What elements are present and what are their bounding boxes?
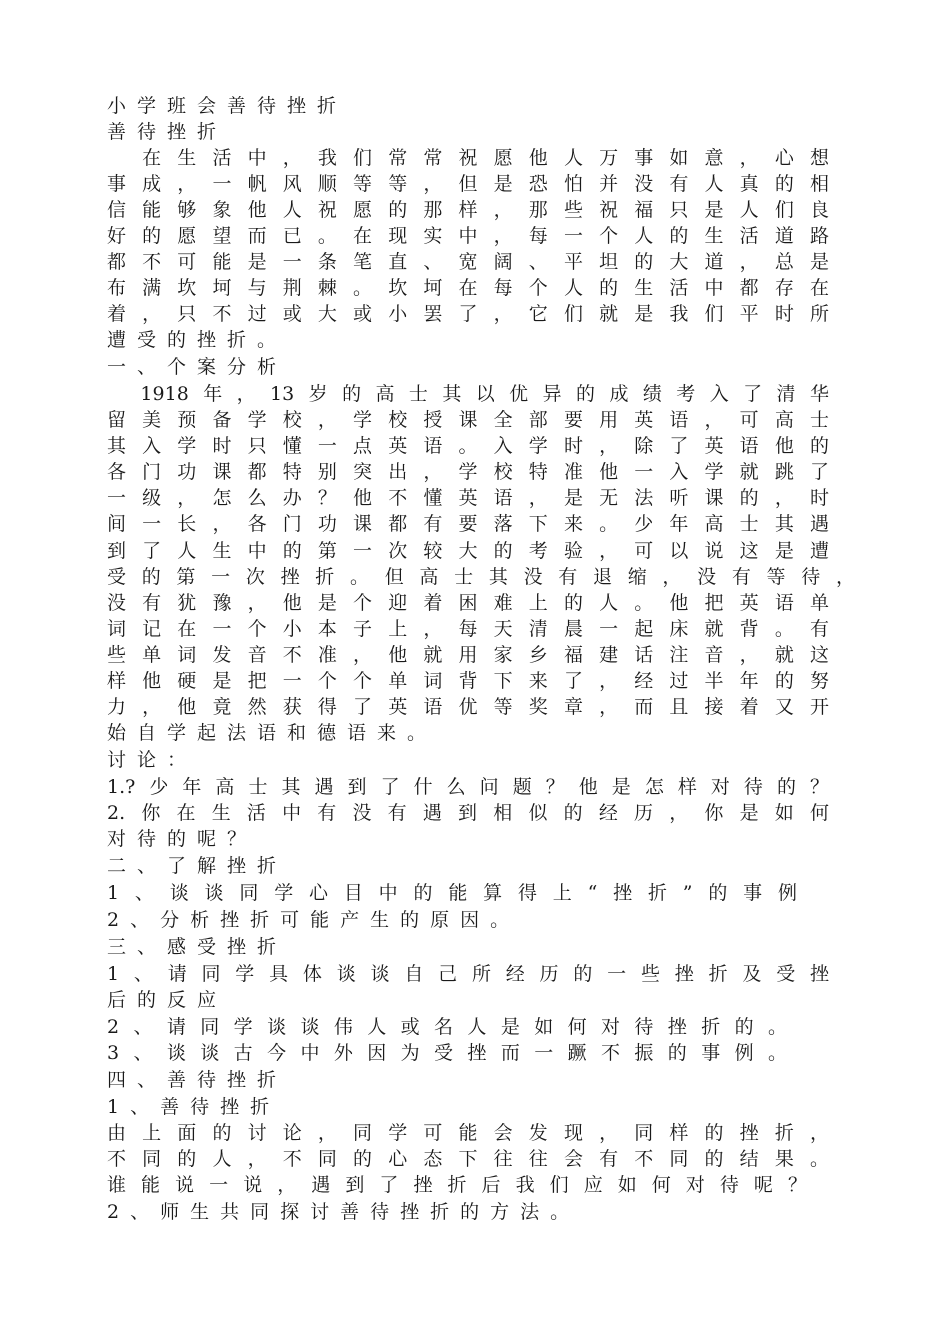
line-text: 1.?少年高士其遇到了什么问题？他是怎样对待的？ bbox=[107, 776, 829, 798]
line-text: 后的反应 bbox=[107, 989, 228, 1011]
line-text: 1、谈谈同学心目中的能算得上“挫折”的事例 bbox=[107, 882, 797, 904]
document-line bbox=[107, 93, 837, 119]
line-text: 谁能说一说，遇到了挫折后我们应如何对待呢？ bbox=[107, 1174, 807, 1196]
document-line bbox=[107, 145, 829, 171]
document-line bbox=[107, 485, 829, 511]
document-line bbox=[107, 564, 855, 590]
line-text: 1918年，13岁的高士其以优异的成绩考入了清华 bbox=[107, 383, 829, 405]
document-line bbox=[107, 934, 837, 960]
line-text: 在生活中，我们常常祝愿他人万事如意，心想 bbox=[107, 147, 829, 169]
document-line bbox=[107, 826, 837, 852]
line-text: 留美预备学校，学校授课全部要用英语，可高士 bbox=[107, 409, 829, 431]
document-line bbox=[107, 668, 829, 694]
document-line bbox=[107, 1067, 837, 1093]
line-text: 一级，怎么办？他不懂英语，是无法听课的，时 bbox=[107, 487, 829, 509]
document-line bbox=[107, 880, 797, 906]
document-line bbox=[107, 1014, 787, 1040]
document-line bbox=[107, 853, 837, 879]
document-line bbox=[107, 407, 829, 433]
line-text: 不同的人，不同的心态下往往会有不同的结果。 bbox=[107, 1148, 829, 1170]
document-line bbox=[107, 720, 837, 746]
line-text: 其入学时只懂一点英语。入学时，除了英语他的 bbox=[107, 435, 829, 457]
document-line bbox=[107, 511, 829, 537]
line-text: 到了人生中的第一次较大的考验，可以说这是遭 bbox=[107, 540, 829, 562]
line-text: 都不可能是一条笔直、宽阔、平坦的大道，总是 bbox=[107, 251, 829, 273]
document-line bbox=[107, 327, 837, 353]
line-text: 四、善待挫折 bbox=[107, 1069, 288, 1091]
line-text: 讨论： bbox=[107, 749, 198, 771]
document-line bbox=[107, 1040, 787, 1066]
document-line bbox=[107, 171, 829, 197]
line-text: 由上面的讨论，同学可能会发现，同样的挫折， bbox=[107, 1122, 829, 1144]
line-text: 事成，一帆风顺等等，但是恐怕并没有人真的相 bbox=[107, 173, 829, 195]
line-text: 样他硬是把一个个单词背下来了，经过半年的努 bbox=[107, 670, 829, 692]
line-text: 没有犹豫，他是个迎着困难上的人。他把英语单 bbox=[107, 592, 829, 614]
line-text: 2、分析挫折可能产生的原因。 bbox=[107, 909, 521, 931]
document-line bbox=[107, 616, 829, 642]
line-text: 2、师生共同探讨善待挫折的方法。 bbox=[107, 1201, 581, 1223]
line-text: 1、请同学具体谈谈自己所经历的一些挫折及受挫 bbox=[107, 963, 829, 985]
line-text: 对待的呢？ bbox=[107, 828, 258, 850]
document-line bbox=[107, 774, 829, 800]
line-text: 二、了解挫折 bbox=[107, 855, 288, 877]
document-line bbox=[107, 301, 829, 327]
document-line bbox=[107, 381, 829, 407]
document-line bbox=[107, 459, 829, 485]
document-line bbox=[107, 275, 829, 301]
line-text: 信能够象他人祝愿的那样，那些祝福只是人们良 bbox=[107, 199, 829, 221]
document-line bbox=[107, 1172, 807, 1198]
document-line bbox=[107, 119, 837, 145]
line-text: 遭受的挫折。 bbox=[107, 329, 288, 351]
document-line bbox=[107, 354, 837, 380]
line-text: 各门功课都特别突出，学校特准他一入学就跳了 bbox=[107, 461, 829, 483]
line-text: 善待挫折 bbox=[107, 121, 228, 143]
line-text: 布满坎坷与荆棘。坎坷在每个人的生活中都存在 bbox=[107, 277, 829, 299]
line-text: 一、个案分析 bbox=[107, 356, 288, 378]
line-text: 3、谈谈古今中外因为受挫而一蹶不振的事例。 bbox=[107, 1042, 787, 1064]
document-line bbox=[107, 800, 829, 826]
line-text: 2、请同学谈谈伟人或名人是如何对待挫折的。 bbox=[107, 1016, 787, 1038]
document-line bbox=[107, 907, 837, 933]
document-line bbox=[107, 197, 829, 223]
document-line bbox=[107, 961, 829, 987]
document-line bbox=[107, 590, 829, 616]
document-line bbox=[107, 538, 829, 564]
document-line bbox=[107, 433, 829, 459]
line-text: 力，他竟然获得了英语优等奖章，而且接着又开 bbox=[107, 696, 829, 718]
document-line bbox=[107, 249, 829, 275]
document-line bbox=[107, 642, 829, 668]
document-line bbox=[107, 694, 829, 720]
line-text: 1、善待挫折 bbox=[107, 1096, 281, 1118]
line-text: 好的愿望而已。在现实中，每一个人的生活道路 bbox=[107, 225, 829, 247]
line-text: 着，只不过或大或小罢了，它们就是我们平时所 bbox=[107, 303, 829, 325]
line-text: 始自学起法语和德语来。 bbox=[107, 722, 438, 744]
line-text: 些单词发音不准，他就用家乡福建话注音，就这 bbox=[107, 644, 829, 666]
document-line bbox=[107, 1094, 837, 1120]
document-line bbox=[107, 987, 837, 1013]
line-text: 2.你在生活中有没有遇到相似的经历，你是如何 bbox=[107, 802, 829, 824]
line-text: 小学班会善待挫折 bbox=[107, 95, 348, 117]
document-line bbox=[107, 1146, 829, 1172]
document-line bbox=[107, 223, 829, 249]
line-text: 词记在一个小本子上，每天清晨一起床就背。有 bbox=[107, 618, 829, 640]
line-text: 受的第一次挫折。但高士其没有退缩，没有等待， bbox=[107, 566, 855, 588]
document-line bbox=[107, 1120, 829, 1146]
line-text: 间一长，各门功课都有要落下来。少年高士其遇 bbox=[107, 513, 829, 535]
document-line bbox=[107, 1199, 837, 1225]
document-line bbox=[107, 747, 837, 773]
line-text: 三、感受挫折 bbox=[107, 936, 288, 958]
